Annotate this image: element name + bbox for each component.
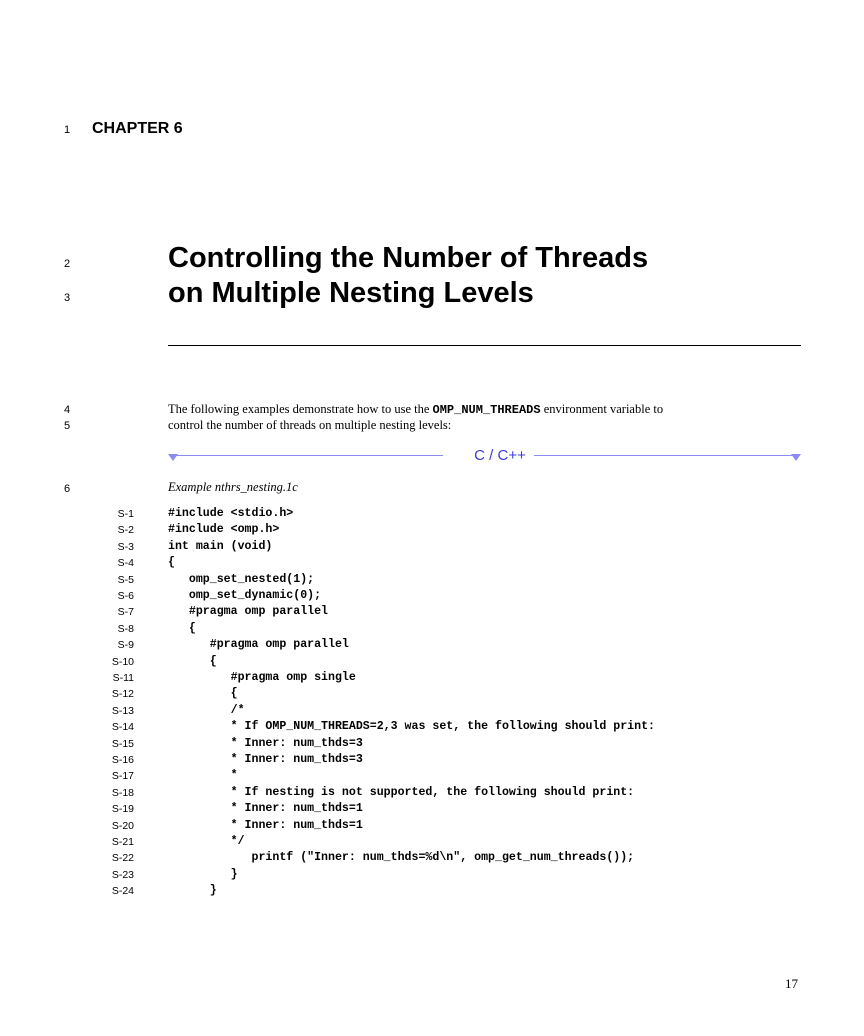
code-line-number: S-18 bbox=[111, 787, 134, 799]
language-marker bbox=[168, 448, 801, 464]
code-line-number: S-11 bbox=[112, 672, 134, 684]
code-line-number: S-3 bbox=[117, 541, 134, 553]
code-line-number: S-10 bbox=[111, 656, 134, 668]
code-line: #pragma omp parallel bbox=[168, 605, 329, 618]
intro-paragraph-line-1 bbox=[168, 401, 663, 418]
code-line: * Inner: num_thds=1 bbox=[168, 819, 363, 832]
code-line-number: S-23 bbox=[111, 869, 134, 881]
code-line-number: S-14 bbox=[111, 721, 134, 733]
chapter-heading: CHAPTER 6 bbox=[92, 120, 183, 137]
code-line: } bbox=[168, 868, 238, 881]
code-line: int main (void) bbox=[168, 540, 273, 553]
line-number: 4 bbox=[64, 404, 71, 416]
code-line-number: S-20 bbox=[111, 820, 134, 832]
triangle-down-icon bbox=[791, 454, 801, 461]
code-line-number: S-24 bbox=[111, 885, 134, 897]
code-line-number: S-16 bbox=[111, 754, 134, 766]
code-line: { bbox=[168, 687, 238, 700]
intro-text: The following examples demonstrate how to use the bbox=[168, 402, 433, 416]
line-number: 3 bbox=[64, 292, 71, 304]
code-line: * Inner: num_thds=3 bbox=[168, 753, 363, 766]
code-line: #pragma omp single bbox=[168, 671, 356, 684]
code-line: { bbox=[168, 655, 217, 668]
code-line-number: S-19 bbox=[111, 803, 134, 815]
code-line: { bbox=[168, 622, 196, 635]
page-title-line-2: on Multiple Nesting Levels bbox=[168, 277, 534, 309]
code-line: #pragma omp parallel bbox=[168, 638, 349, 651]
code-line: * bbox=[168, 769, 238, 782]
code-line-number: S-4 bbox=[117, 557, 134, 569]
code-line-number: S-7 bbox=[117, 606, 134, 618]
line-number: 1 bbox=[64, 124, 71, 136]
page-number: 17 bbox=[785, 976, 798, 991]
code-line-number: S-8 bbox=[117, 623, 134, 635]
language-label: C / C++ bbox=[474, 447, 526, 464]
line-number: 5 bbox=[64, 420, 71, 432]
line-number: 2 bbox=[64, 258, 71, 270]
marker-line-right bbox=[534, 455, 796, 456]
code-line-number: S-1 bbox=[117, 508, 134, 520]
code-line: omp_set_dynamic(0); bbox=[168, 589, 322, 602]
code-line-number: S-13 bbox=[111, 705, 134, 717]
code-line: */ bbox=[168, 835, 245, 848]
code-line: * If nesting is not supported, the following should print: bbox=[168, 786, 635, 799]
code-line: * Inner: num_thds=1 bbox=[168, 802, 363, 815]
env-variable-name: OMP_NUM_THREADS bbox=[432, 403, 541, 417]
code-line: printf ("Inner: num_thds=%d\n", omp_get_num_threads()); bbox=[168, 851, 635, 864]
code-line-number: S-17 bbox=[111, 770, 134, 782]
title-rule bbox=[168, 345, 801, 346]
intro-paragraph-line-2: control the number of threads on multiple nesting levels: bbox=[168, 418, 452, 432]
code-line-number: S-12 bbox=[111, 688, 134, 700]
code-line-number: S-5 bbox=[117, 574, 134, 586]
line-number: 6 bbox=[64, 483, 71, 495]
code-line: * Inner: num_thds=3 bbox=[168, 737, 363, 750]
page-title-line-1: Controlling the Number of Threads bbox=[168, 242, 649, 274]
intro-text: environment variable to bbox=[540, 402, 664, 416]
code-line-number: S-6 bbox=[117, 590, 134, 602]
code-line-number: S-15 bbox=[111, 738, 134, 750]
code-line-number: S-2 bbox=[117, 524, 134, 536]
code-line: * If OMP_NUM_THREADS=2,3 was set, the following should print: bbox=[168, 720, 656, 733]
code-line-number: S-21 bbox=[111, 836, 134, 848]
code-line: #include <stdio.h> bbox=[168, 507, 294, 520]
marker-line-left bbox=[173, 455, 443, 456]
code-line-number: S-9 bbox=[117, 639, 134, 651]
code-line: /* bbox=[168, 704, 245, 717]
code-line: #include <omp.h> bbox=[168, 523, 280, 536]
code-line: { bbox=[168, 556, 175, 569]
code-line-number: S-22 bbox=[111, 852, 134, 864]
example-caption: Example nthrs_nesting.1c bbox=[168, 480, 298, 494]
code-line: } bbox=[168, 884, 217, 897]
code-line: omp_set_nested(1); bbox=[168, 573, 315, 586]
